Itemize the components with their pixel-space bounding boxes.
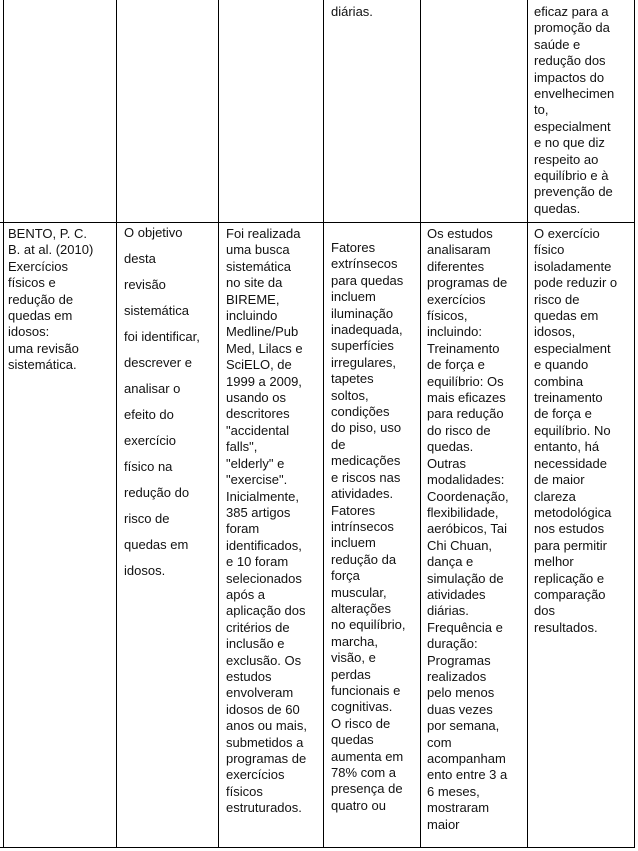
- table-divider-2: [218, 0, 219, 848]
- row-separator: [0, 222, 635, 223]
- top-row-results-cell: diárias.: [331, 4, 373, 19]
- risk-factors-cell: Fatores extrínsecos para quedas incluem iluminação inadequada, superfícies irregulares, tapetes soltos, condições do piso, uso de medicações e riscos nas atividades. Fatores intrínsecos incluem redução da força muscular, alterações no equilíbrio, marcha, visão, e perdas funcionais e cognitivas. O risco de quedas aumenta em 78% com a presença de quatro ou: [331, 240, 406, 813]
- method-cell: Foi realizada uma busca sistemática no site da BIREME, incluindo Medline/Pub Med, Lilacs e SciELO, de 1999 a 2009, usando os descritores "accidental falls", "elderly" e "exercise". Inicialmente, 385 artigos foram identificados, e 10 foram selecionados após a aplicação dos critérios de inclusão e exclusão. Os estudos envolveram idosos de 60 anos ou mais, submetidos a programas de exercícios físicos estruturados.: [226, 226, 307, 816]
- table-border-left: [3, 0, 4, 848]
- results-cell: Os estudos analisaram diferentes programas de exercícios físicos, incluindo: Treinamento de força e equilíbrio: Os mais eficazes para redução do risco de quedas. Outras modalidades: Coordenação, flexibilidade, aeróbicos, Tai Chi Chuan, dança e simulação de atividades diárias. Frequência e duração: Programas realizados pelo menos duas vezes por semana, com acompanham ento entre 3 a 6 meses, mostraram maior: [427, 226, 509, 832]
- table-border-bottom: [0, 847, 635, 848]
- conclusion-cell: O exercício físico isoladamente pode reduzir o risco de quedas em idosos, especialment e quando combina treinamento de força e equilíbrio. No entanto, há necessidade de maior clareza metodológica nos estudos para permitir melhor replicação e comparação dos resultados.: [534, 226, 618, 635]
- table-divider-3: [323, 0, 324, 848]
- top-row-conclusion-cell: eficaz para a promoção da saúde e redução dos impactos do envelhecimen to, especialment e no que diz respeito ao equilíbrio e à prevenção de quedas.: [534, 4, 615, 216]
- table-divider-5: [527, 0, 528, 848]
- objective-cell: O objetivo desta revisão sistemática foi identificar, descrever e analisar o efeito do exercício físico na redução do risco de quedas em idosos.: [124, 225, 200, 578]
- table-divider-4: [420, 0, 421, 848]
- table-border-right: [634, 0, 635, 848]
- author-cell: BENTO, P. C. B. at al. (2010) Exercícios físicos e redução de quedas em idosos: uma revisão sistemática.: [8, 226, 94, 373]
- table-divider-1: [116, 0, 117, 848]
